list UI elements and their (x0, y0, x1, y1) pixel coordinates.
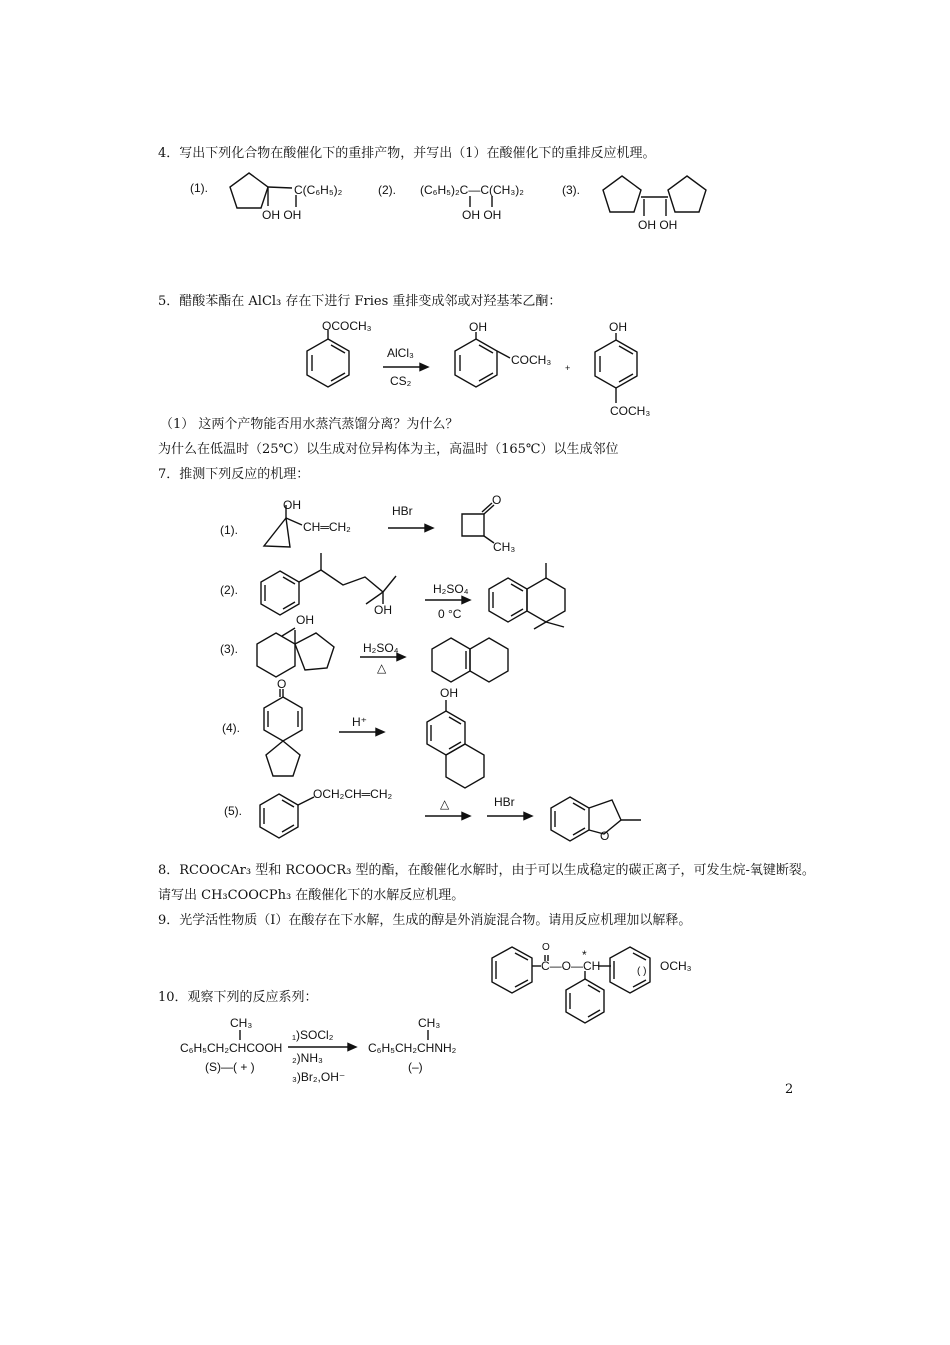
q7-r1-arrow (388, 525, 433, 532)
q5-reactant-group: OCOCH₃ (322, 319, 372, 333)
q7-r3-reactant (257, 628, 334, 677)
q9-ester-chain: C—O—CH (541, 959, 601, 973)
q7-r4-o: O (277, 677, 287, 691)
q9-chiral-star: * (582, 948, 587, 962)
q7-label-4: (4). (222, 721, 240, 735)
q7-label-1: (1). (220, 523, 238, 537)
q7-r2-arrow (425, 597, 470, 604)
q4-compound1-group: C(C₆H₅)₂ (294, 183, 343, 197)
q9-text: 9．光学活性物质（Ⅰ）在酸存在下水解，生成的醇是外消旋混合物。请用反应机理加以解释。 (158, 913, 692, 928)
q7-r2-reagent-top: H₂SO₄ (433, 582, 469, 596)
q5-para-oh: OH (609, 320, 627, 334)
q4-compound3-oh: OH OH (638, 218, 678, 232)
q7-r5-group: OCH₂CH═CH₂ (313, 787, 393, 801)
q5-subquestion-2: 为什么在低温时（25℃）以生成对位异构体为主，高温时（165℃）以生成邻位 (158, 442, 619, 457)
q7-r3-reagent-bottom: △ (377, 661, 387, 675)
q5-para-product (595, 333, 637, 403)
q7-r1-product-ch3: CH₃ (493, 540, 516, 554)
q7-r4-product (427, 700, 484, 788)
q4-compound1-oh: OH OH (262, 208, 302, 222)
q7-r5-reagent: HBr (494, 795, 515, 809)
q4-label-3: (3). (562, 183, 580, 197)
q7-r1-oh: OH (283, 498, 301, 512)
q5-reactant-ring (307, 330, 349, 387)
q7-r4-arrow (339, 729, 384, 736)
q9-carbonyl-o: O (542, 942, 550, 953)
q8-line-2: 请写出 CH₃COOCPh₃ 在酸催化下的水解反应机理。 (158, 888, 465, 903)
q7-r5-arrow-hbr (487, 813, 532, 820)
q5-reagent-top: AlCl₃ (387, 346, 414, 360)
q7-r4-reactant (264, 689, 302, 776)
q10-step-1: ₁)SOCl₂ (292, 1028, 334, 1042)
q7-r2-reagent-bottom: 0 °C (438, 607, 462, 621)
q5-ortho-oh: OH (469, 320, 487, 334)
q7-r3-oh: OH (296, 613, 314, 627)
q7-r1-product (462, 503, 494, 543)
q5-reagent-bottom: CS₂ (390, 374, 412, 388)
q7-text: 7．推测下列反应的机理： (158, 467, 310, 482)
q10-product-ch3: CH₃ (418, 1016, 441, 1030)
q4-compound2-bonds (470, 196, 492, 207)
q7-r5-heat: △ (440, 797, 450, 811)
q7-r4-product-oh: OH (440, 686, 458, 700)
q7-label-5: (5). (224, 804, 242, 818)
q7-r4-reagent: H⁺ (352, 715, 367, 729)
q10-reactant: C₆H₅CH₂CHCOOH (180, 1041, 283, 1055)
q5-para-group: COCH₃ (610, 404, 651, 418)
q10-step-2: ₂)NH₃ (292, 1051, 323, 1065)
q10-reactant-config: (S)—( + ) (205, 1060, 255, 1074)
page-number: 2 (785, 1082, 794, 1097)
q7-r5-reactant (260, 794, 314, 838)
q7-r1-vinyl: CH═CH₂ (303, 520, 351, 534)
q7-label-3: (3). (220, 642, 238, 656)
q4-compound2-formula: (C₆H₅)₂C—C(CH₃)₂ (420, 183, 524, 197)
q7-r1-product-o: O (492, 493, 502, 507)
q7-label-2: (2). (220, 583, 238, 597)
q9-paren: ( ) (637, 966, 647, 977)
q7-r5-product-o: O (600, 829, 610, 843)
q10-product: C₆H₅CH₂CHNH₂ (368, 1041, 457, 1055)
q5-text: 5．醋酸苯酯在 AlCl₃ 存在下进行 Fries 重排变成邻或对羟基苯乙酮： (158, 294, 562, 309)
q5-plus: + (565, 363, 571, 373)
q7-r2-product (489, 563, 565, 629)
q4-compound2-oh: OH OH (462, 208, 502, 222)
q4-text: 4．写出下列化合物在酸催化下的重排产物，并写出（1）在酸催化下的重排反应机理。 (158, 146, 656, 161)
q5-subquestion-1: （1） 这两个产物能否用水蒸汽蒸馏分离？为什么？ (160, 417, 459, 432)
q8-line-1: 8．RCOOCAr₃ 型和 RCOOCR₃ 型的酯，在酸催化水解时，由于可以生成稳定的碳正离子，可发生烷-氧键断裂。 (158, 863, 815, 878)
q7-r5-arrow-heat (425, 813, 470, 820)
q5-ortho-product (455, 332, 510, 387)
q7-r2-oh: OH (374, 603, 392, 617)
q10-text: 10．观察下列的反应系列： (158, 990, 318, 1005)
q4-label-2: (2). (378, 183, 396, 197)
q7-r5-product (551, 797, 641, 841)
q9-och3: OCH₃ (660, 959, 692, 973)
q7-r1-reagent: HBr (392, 504, 413, 518)
q5-ortho-group: COCH₃ (511, 353, 552, 367)
q4-label-1: (1). (190, 181, 208, 195)
q4-compound1-ring (230, 173, 296, 208)
q10-step-3: ₃)Br₂,OH⁻ (292, 1070, 346, 1084)
q10-reactant-ch3: CH₃ (230, 1016, 253, 1030)
q7-r3-product (432, 638, 508, 682)
q4-compound3-rings (603, 176, 706, 216)
q7-r3-reagent-top: H₂SO₄ (363, 641, 399, 655)
q10-product-config: (–) (408, 1060, 423, 1074)
q5-reaction-arrow (383, 364, 428, 371)
